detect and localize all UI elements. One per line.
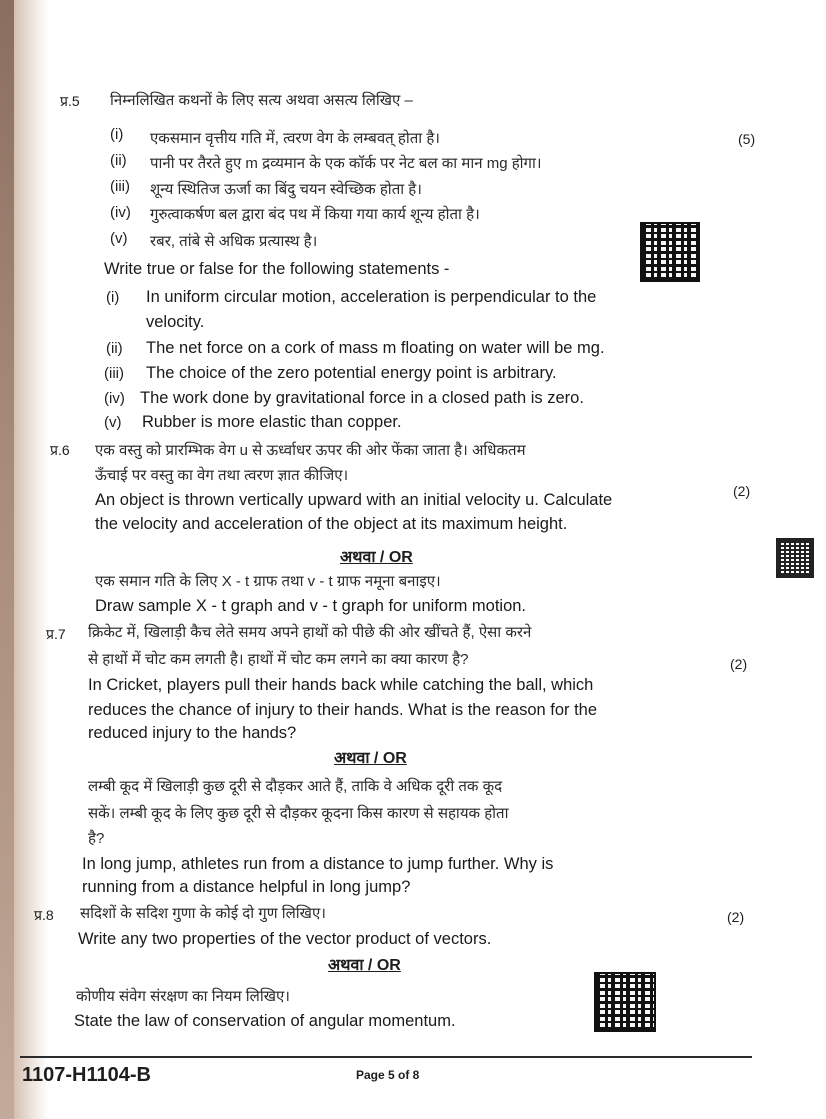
q5-hindi-title: निम्नलिखित कथनों के लिए सत्य अथवा असत्य लिखिए – (110, 92, 413, 109)
q6-alt-hindi: एक समान गति के लिए X - t ग्राफ तथा v - t ग्राफ नमूना बनाइए। (95, 573, 441, 590)
footer-divider (20, 1056, 752, 1058)
q5-en-item-num: (i) (106, 289, 120, 306)
q5-en-item-num: (iii) (104, 365, 124, 382)
paper-code: 1107-H1104-B (22, 1064, 151, 1086)
q5-en-item-text: The work done by gravitational force in a closed path is zero. (140, 389, 584, 407)
datamatrix-code (640, 222, 700, 282)
q6-hindi-line: ऊँचाई पर वस्तु का वेग तथा त्वरण ज्ञात कीजिए। (95, 467, 349, 484)
q8-alt-hindi: कोणीय संवेग संरक्षण का नियम लिखिए। (76, 988, 290, 1005)
q6-number: प्र.6 (50, 442, 70, 458)
q5-hi-item-text: गुरुत्वाकर्षण बल द्वारा बंद पथ में किया गया कार्य शून्य होता है। (150, 206, 480, 223)
q7-alt-english-line: In long jump, athletes run from a distance to jump further. Why is (82, 855, 554, 873)
q8-marks: (2) (727, 909, 745, 925)
q5-hi-item-num: (ii) (110, 152, 127, 169)
q5-hi-item-text: एकसमान वृत्तीय गति में, त्वरण वेग के लम्बवत् होता है। (150, 130, 440, 147)
q5-hi-item-num: (v) (110, 230, 128, 247)
q8-or-label: अथवा / OR (328, 957, 401, 974)
q5-hi-item-num: (i) (110, 126, 124, 143)
q5-en-item-num: (v) (104, 414, 122, 431)
q6-or-label: अथवा / OR (340, 549, 413, 566)
q7-alt-hindi-line: सकें। लम्बी कूद के लिए कुछ दूरी से दौड़कर कूदना किस कारण से सहायक होता (88, 805, 509, 822)
q7-alt-hindi-line: है? (88, 830, 105, 847)
q5-marks: (5) (738, 131, 756, 147)
q7-english-line: In Cricket, players pull their hands back while catching the ball, which (88, 676, 594, 694)
q5-hi-item-text: शून्य स्थितिज ऊर्जा का बिंदु चयन स्वेच्छिक होता है। (150, 181, 422, 198)
q5-en-item-num: (ii) (106, 340, 123, 357)
q6-alt-english: Draw sample X - t graph and v - t graph for uniform motion. (95, 597, 527, 615)
q5-en-item-text: The net force on a cork of mass m floating on water will be mg. (146, 339, 605, 357)
q6-english-line: the velocity and acceleration of the object at its maximum height. (95, 515, 568, 533)
q5-number: प्र.5 (60, 93, 80, 109)
q8-number: प्र.8 (34, 907, 54, 923)
q5-en-item-text: In uniform circular motion, acceleration is perpendicular to the (146, 288, 597, 306)
q7-alt-hindi-line: लम्बी कूद में खिलाड़ी कुछ दूरी से दौड़कर आते हैं, ताकि वे अधिक दूरी तक कूद (88, 778, 503, 795)
datamatrix-code (594, 972, 656, 1032)
qr-code (776, 538, 814, 578)
q7-english-line: reduces the chance of injury to their hands. What is the reason for the (88, 701, 598, 719)
q5-en-item-text: The choice of the zero potential energy point is arbitrary. (146, 364, 557, 382)
q7-english-line: reduced injury to the hands? (88, 724, 297, 742)
q7-number: प्र.7 (46, 626, 66, 642)
q5-en-item-num: (iv) (104, 390, 125, 407)
q5-en-item-text: velocity. (146, 313, 205, 331)
q8-english: Write any two properties of the vector product of vectors. (78, 930, 492, 948)
q8-hindi: सदिशों के सदिश गुणा के कोई दो गुण लिखिए। (80, 905, 326, 922)
q7-hindi-line: से हाथों में चोट कम लगती है। हाथों में चोट कम लगने का क्या कारण है? (88, 651, 469, 668)
q7-alt-english-line: running from a distance helpful in long jump? (82, 878, 411, 896)
q5-english-title: Write true or false for the following statements - (104, 260, 450, 278)
q6-marks: (2) (733, 483, 751, 499)
q6-hindi-line: एक वस्तु को प्रारम्भिक वेग u से ऊर्ध्वाधर ऊपर की ओर फेंका जाता है। अधिकतम (95, 442, 526, 459)
q7-hindi-line: क्रिकेट में, खिलाड़ी कैच लेते समय अपने हाथों को पीछे की ओर खींचते हैं, ऐसा करने (88, 624, 532, 641)
q8-alt-english: State the law of conservation of angular momentum. (74, 1012, 456, 1030)
q5-hi-item-text: पानी पर तैरते हुए m द्रव्यमान के एक कॉर्क पर नेट बल का मान mg होगा। (150, 155, 542, 172)
q5-en-item-text: Rubber is more elastic than copper. (142, 413, 402, 431)
q5-hi-item-num: (iv) (110, 204, 131, 221)
q7-or-label: अथवा / OR (334, 750, 407, 767)
page-number: Page 5 of 8 (356, 1068, 420, 1082)
q6-english-line: An object is thrown vertically upward with an initial velocity u. Calculate (95, 491, 613, 509)
q5-hi-item-num: (iii) (110, 178, 130, 195)
q5-hi-item-text: रबर, तांबे से अधिक प्रत्यास्थ है। (150, 233, 318, 250)
q7-marks: (2) (730, 656, 748, 672)
